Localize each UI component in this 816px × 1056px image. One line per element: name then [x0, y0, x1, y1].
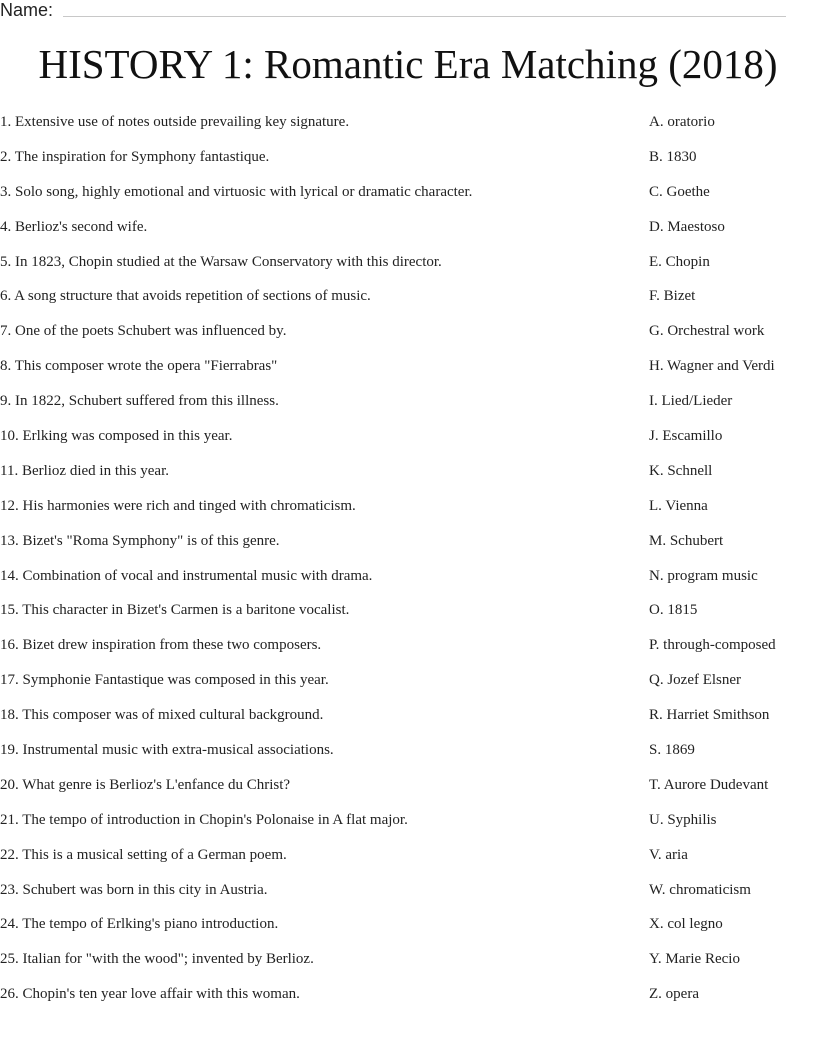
clue-text: 26. Chopin's ten year love affair with this woman.: [0, 986, 300, 1003]
matching-row: [0, 768, 816, 803]
matching-row: [0, 873, 816, 908]
matching-row: [0, 140, 816, 175]
matching-row: [0, 454, 816, 489]
clue-text: 22. This is a musical setting of a German poem.: [0, 846, 287, 863]
answer-option: B. 1830: [649, 148, 697, 165]
clue-text: 6. A song structure that avoids repetition of sections of music.: [0, 288, 371, 305]
answer-option: N. program music: [649, 567, 758, 584]
clue-text: 14. Combination of vocal and instrumental music with drama.: [0, 567, 373, 584]
matching-row: [0, 803, 816, 838]
clue-text: 3. Solo song, highly emotional and virtuosic with lyrical or dramatic character.: [0, 183, 473, 200]
matching-row: [0, 349, 816, 384]
matching-row: [0, 384, 816, 419]
matching-row: [0, 175, 816, 210]
answer-option: J. Escamillo: [649, 428, 723, 445]
matching-row: [0, 593, 816, 628]
answer-option: O. 1815: [649, 602, 698, 619]
clue-text: 16. Bizet drew inspiration from these two composers.: [0, 637, 322, 654]
clue-text: 10. Erlking was composed in this year.: [0, 428, 233, 445]
clue-text: 1. Extensive use of notes outside prevailing key signature.: [0, 114, 350, 130]
answer-option: Y. Marie Recio: [649, 951, 740, 968]
clue-text: 23. Schubert was born in this city in Austria.: [0, 881, 268, 898]
clue-text: 11. Berlioz died in this year.: [0, 462, 169, 479]
answer-option: P. through-composed: [649, 637, 776, 654]
matching-row: [0, 559, 816, 594]
answer-option: D. Maestoso: [649, 218, 725, 235]
matching-row: [0, 279, 816, 314]
answer-option: F. Bizet: [649, 288, 696, 305]
matching-row: [0, 245, 816, 280]
matching-row: [0, 977, 816, 1012]
answer-option: T. Aurore Dudevant: [649, 776, 769, 793]
clue-text: 9. In 1822, Schubert suffered from this illness.: [0, 393, 279, 410]
answer-option: C. Goethe: [649, 183, 710, 200]
name-field: [0, 0, 790, 22]
matching-row: [0, 698, 816, 733]
page-title: HISTORY 1: Romantic Era Matching (2018): [38, 41, 778, 87]
clue-text: 5. In 1823, Chopin studied at the Warsaw Conservatory with this director.: [0, 253, 442, 270]
answer-option: X. col legno: [649, 916, 723, 933]
clue-text: 7. One of the poets Schubert was influenced by.: [0, 323, 287, 340]
answer-option: V. aria: [649, 846, 688, 863]
answer-option: Z. opera: [649, 986, 699, 1003]
answer-option: I. Lied/Lieder: [649, 393, 733, 410]
matching-row: [0, 733, 816, 768]
answer-option: Q. Jozef Elsner: [649, 672, 742, 689]
clue-text: 18. This composer was of mixed cultural background.: [0, 707, 324, 724]
answer-option: H. Wagner and Verdi: [649, 358, 775, 375]
matching-row: [0, 838, 816, 873]
answer-option: W. chromaticism: [649, 881, 751, 898]
name-blank-line: [63, 16, 786, 17]
matching-row: [0, 489, 816, 524]
answer-option: S. 1869: [649, 742, 695, 759]
clue-text: 4. Berlioz's second wife.: [0, 218, 148, 235]
answer-option: L. Vienna: [649, 497, 708, 514]
clue-text: 20. What genre is Berlioz's L'enfance du Christ?: [0, 776, 291, 793]
clue-text: 8. This composer wrote the opera "Fierrabras": [0, 358, 278, 375]
answer-option: U. Syphilis: [649, 811, 717, 828]
clue-text: 25. Italian for "with the wood"; invented by Berlioz.: [0, 951, 314, 968]
answer-option: R. Harriet Smithson: [649, 707, 770, 724]
clue-text: 2. The inspiration for Symphony fantastique.: [0, 148, 270, 165]
answer-option: A. oratorio: [649, 114, 715, 130]
clue-text: 13. Bizet's "Roma Symphony" is of this genre.: [0, 532, 280, 549]
clue-text: 19. Instrumental music with extra-musical associations.: [0, 742, 334, 759]
matching-row: [0, 314, 816, 349]
matching-row: [0, 663, 816, 698]
matching-row: [0, 524, 816, 559]
matching-row: [0, 907, 816, 942]
name-label: Name:: [0, 0, 54, 20]
matching-row: [0, 419, 816, 454]
matching-row: [0, 210, 816, 245]
matching-row: [0, 628, 816, 663]
clue-text: 12. His harmonies were rich and tinged with chromaticism.: [0, 497, 356, 514]
matching-row: [0, 942, 816, 977]
answer-option: K. Schnell: [649, 462, 713, 479]
clue-text: 21. The tempo of introduction in Chopin's Polonaise in A flat major.: [0, 811, 408, 828]
answer-option: G. Orchestral work: [649, 323, 765, 340]
answer-option: M. Schubert: [649, 532, 724, 549]
matching-list: [0, 105, 816, 1012]
clue-text: 15. This character in Bizet's Carmen is a baritone vocalist.: [0, 602, 350, 619]
matching-row: [0, 105, 816, 140]
clue-text: 17. Symphonie Fantastique was composed in this year.: [0, 672, 329, 689]
clue-text: 24. The tempo of Erlking's piano introduction.: [0, 916, 279, 933]
answer-option: E. Chopin: [649, 253, 710, 270]
